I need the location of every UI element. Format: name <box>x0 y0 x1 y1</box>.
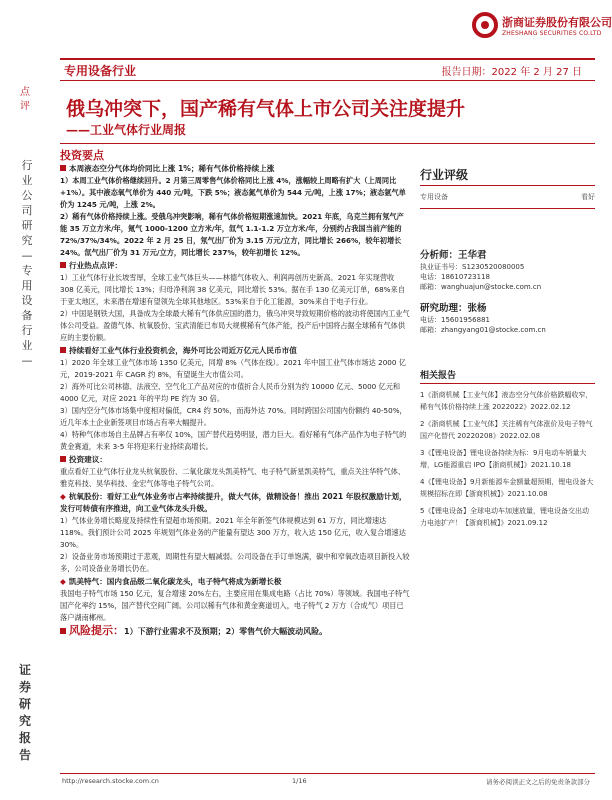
footer-disclaimer: 请务必阅读正文之后的免责条款部分 <box>486 778 590 786</box>
analyst-cert: 执业证书号：S1230520080005 <box>420 263 525 271</box>
investment-highlights <box>60 150 410 638</box>
divider <box>60 80 595 81</box>
paragraph: 我国电子特气市场 150 亿元，复合增速 20%左右，主要应用在集成电路（占比 70%）等领域。我国电子特气国产化率约 15%，国产替代空间广阔。公司以稀有气体和黄金赛道切入，电子特气 2 万方（合成气）项目已落户湖南郴州。 <box>60 589 410 622</box>
square-bullet-icon <box>60 628 66 634</box>
related-title: 相关报告 <box>420 368 595 384</box>
company-logo <box>472 8 612 48</box>
divider <box>420 208 595 209</box>
bullet-heading: 本周液态空分气体均价同比上涨 1%；稀有气体价格持续上涨 <box>60 163 410 175</box>
footer-url[interactable]: http://research.stocke.com.cn <box>62 777 159 785</box>
rating-row <box>420 192 595 202</box>
related-report-item[interactable]: 5《【锂电设备】全球电动车加速放量，锂电设备交出动力电池扩产！【浙商机械】》2021.09.12 <box>420 507 589 527</box>
rating-title: 行业评级 <box>420 166 595 186</box>
assistant-name-line: 研究助理：张杨 <box>420 303 487 314</box>
diamond-bullet-icon: ◆ <box>60 577 66 586</box>
sidebar <box>420 166 595 335</box>
rating-value: 看好 <box>581 193 595 201</box>
footer-rule <box>60 773 595 774</box>
related-report-item[interactable]: 4《【锂电设备】9月新能源车金额量超预期，锂电设备大规模招标在即【浙商机械】》2021.10.08 <box>420 478 594 498</box>
left-rail-top: 点评 <box>20 87 30 112</box>
report-date: 报告日期：2022 年 2 月 27 日 <box>441 67 582 78</box>
square-bullet-icon <box>60 262 66 268</box>
bullet-heading: 行业热点点评： <box>60 260 410 272</box>
analyst-email[interactable]: 邮箱：wanghuajun@stocke.com.cn <box>420 283 542 291</box>
diamond-bullet-icon: ◆ <box>60 492 66 501</box>
paragraph: 1）2020 年全球工业气体市场 1350 亿美元，同增 8%（气体在线）。2021 年中国工业气体市场达 2000 亿元，2019-2021 年 CAGR 约 8%，有望诞生大市值公司。 <box>60 358 406 379</box>
analyst-block <box>420 251 595 292</box>
bullet-heading: ◆ 杭氧股份：看好工业气体业务市占率持续提升，做大气体，做精设备！推出 2021 年股权激励计划，发行可转债有序推进，向工业气体龙头升级。 <box>60 492 407 513</box>
analyst-phone: 电话：18610723118 <box>420 273 490 281</box>
paragraph: 1）工业气体行业长坡雪厚，全球工业气体巨头——林德气体收入、利润再创历史新高。2021 年实现营收 308 亿美元，同比增长 13%；归母净利润 38 亿美元，同比增长 53%。据在手 130 亿美元订单，68%来自于亚太地区，未来潜在增速有望领先全球其他地区。53%来自于化工能源，30%来自于电子行业。 <box>60 273 405 306</box>
company-name-cn: 浙商证券股份有限公司 <box>502 16 612 29</box>
paragraph: 2）设备业务市场预期过于悲观，周期性有望大幅减弱。公司设备在手订单饱满，碳中和窄氧改造项目新投入较多，公司设备业务增长仍在。 <box>60 552 410 573</box>
industry-title: 专用设备行业 <box>64 64 137 78</box>
square-bullet-icon <box>60 456 66 462</box>
page-number: 1/16 <box>292 777 307 785</box>
paragraph: 2）海外可比公司林德、法液空、空气化工产品对应的市值折合人民币分别为约 10000 亿元、5000 亿元和 4000 亿元，对应 2021 年的平均 PE 约为 30 倍。 <box>60 382 401 403</box>
bullet-heading: 投资建议： <box>60 454 410 466</box>
analyst-name-line: 分析师：王华君 <box>420 250 487 261</box>
report-subtitle: ——工业气体行业周报 <box>66 123 187 137</box>
paragraph: 3）国内空分气体市场集中度相对偏低，CR4 约 50%，而海外达 70%。同时跨国公司国内份额约 40-50%，近几年本土企业新签项目市场占有率大幅提升。 <box>60 406 407 427</box>
rating-industry: 专用设备 <box>420 193 448 201</box>
assistant-phone: 电话：15601956881 <box>420 316 490 324</box>
paragraph: 2）中国是钢铁大国，具备成为全球最大稀有气体供应国的潜力，俄乌冲突导致短期价格的波动将使国内工业气体公司受益。盈德气体、杭氧股份、宝武清能已布局大规模稀有气体产能，投产后中国将占据全球稀有气体供应的主要份额。 <box>60 309 410 342</box>
paragraph: 1）气体业务增长略度及持续性有望超市场预期。2021 年全年新签气体规模达到 61 万方，同比增速达 118%。我们预计公司 2025 年规划气体业务的产能量有望达 300 万方，收入达 150 亿元，收入复合增速达 30%。 <box>60 516 406 549</box>
left-rail-bottom: 证券研究报告 <box>18 663 31 762</box>
paragraph: 2）稀有气体价格持续上涨。受俄乌冲突影响，稀有气体价格短期涨速加快。2021 年底，乌克兰拥有氖气产能 35 万立方米/年，氪气 1000-1200 立方米/年，氙气 1.1-1.2 万立方米/年，分别约占我国当前产能的 72%/37%/34%。2022 年 2 月 25 日，氖气出厂价为 3.15 万元/立方，同比增长 266%，较年初增长 24%。氙气出厂价为 31 万元/立方，同比增长 237%，较年初增长 12%。 <box>60 212 404 257</box>
header-rule <box>60 58 595 60</box>
paragraph: 1）本周工业气体价格继续回升。2 月第三周零售气体价格同比上涨 4%，涨幅较上周略有扩大（上周同比+1%）。其中液态氧气单价为 440 元/吨，下跌 5%；液态氮气单价为 544 元/吨，上涨 17%；液态氩气单价为 1245 元/吨，上涨 2%。 <box>60 176 406 209</box>
related-report-item[interactable]: 2《浙商机械【工业气体】关注稀有气体涨价及电子特气国产化替代 20220208》2022.02.08 <box>420 420 593 440</box>
bullet-heading: ◆ 凯美特气：国内食品级二氧化碳龙头，电子特气将成为新增长极 <box>60 577 282 586</box>
related-report-item[interactable]: 3《【锂电设备】锂电设备持续为标：9月电动车销量大增，LG能源重启 IPO【浙商机械】》2021.10.18 <box>420 449 587 469</box>
risk-warning: 风险提示：1）下游行业需求不及预期；2）零售气价大幅波动风险。 <box>60 625 410 638</box>
square-bullet-icon <box>60 165 66 171</box>
report-title: 俄乌冲突下，国产稀有气体上市公司关注度提升 <box>66 98 466 120</box>
section-title: 投资要点 <box>60 149 104 162</box>
logo-mark-icon <box>472 12 498 38</box>
related-reports <box>420 368 595 529</box>
paragraph: 4）特种气体市场自主品牌占有率仅 10%，国产替代趋势明显，潜力巨大。看好稀有气体产品作为电子特气的黄金赛道，未来 3-5 年将迎来行业持续高增长。 <box>60 430 407 451</box>
assistant-email[interactable]: 邮箱：zhangyang01@stocke.com.cn <box>420 326 546 334</box>
assistant-block <box>420 304 595 335</box>
bullet-heading: 持续看好工业气体行业投资机会，海外可比公司近万亿元人民币市值 <box>60 345 410 357</box>
divider <box>60 143 595 144</box>
company-name-en: ZHESHANG SECURITIES CO.LTD <box>502 30 602 37</box>
paragraph: 重点看好工业气体行业龙头杭氧股份、二氧化碳龙头凯美特气、电子特气新星凯美特气，重点关注华特气体、雅克科技、昊华科技、金宏气体等电子特气公司。 <box>60 467 406 488</box>
square-bullet-icon <box>60 347 66 353</box>
related-report-item[interactable]: 1《浙商机械【工业气体】液态空分气体价格跌幅收窄，稀有气体价格持续上涨 2022022》2022.02.12 <box>420 391 593 411</box>
left-rail-middle: 行业公司研究—专用设备行业— <box>21 159 33 367</box>
